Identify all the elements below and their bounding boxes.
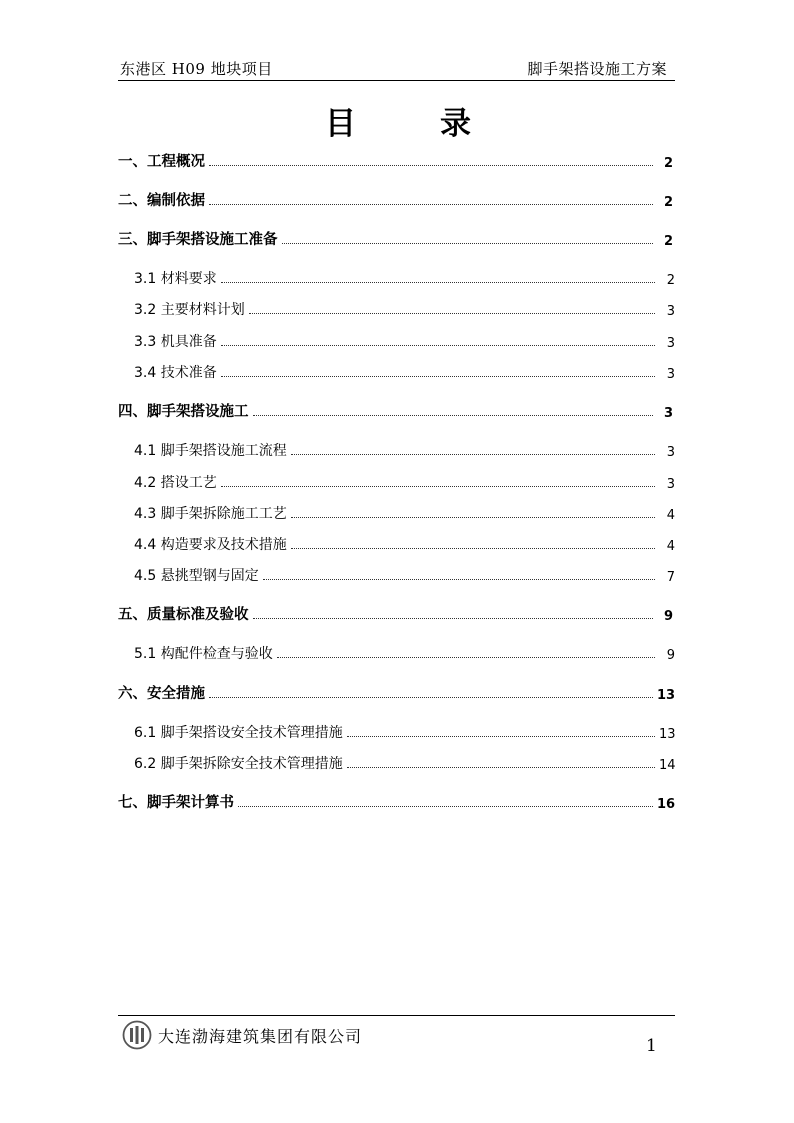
toc-entry-page: 2 — [663, 195, 673, 210]
toc-title-char-1: 目 — [325, 106, 356, 142]
toc-leader-dots — [209, 164, 653, 166]
toc-entry-label: 6.2 脚手架拆除安全技术管理措施 — [134, 756, 343, 772]
toc-leader-dots — [347, 766, 655, 768]
toc-leader-dots — [249, 312, 655, 314]
toc-entry-page: 3 — [663, 406, 673, 421]
page-footer — [118, 1015, 675, 1046]
page-number: 1 — [646, 1036, 657, 1056]
toc-leader-dots — [282, 242, 654, 244]
toc-subentry[interactable] — [134, 360, 675, 382]
toc-entry-label: 4.4 构造要求及技术措施 — [134, 537, 287, 553]
toc-leader-dots — [221, 485, 655, 487]
toc-subentry[interactable] — [134, 297, 675, 319]
toc-entry-label: 3.1 材料要求 — [134, 271, 217, 287]
header-document-name: 脚手架搭设施工方案 — [527, 60, 667, 78]
toc-entry-label: 三、脚手架搭设施工准备 — [118, 232, 278, 248]
toc-entry-page: 4 — [666, 508, 675, 523]
toc-entry-page: 2 — [663, 156, 673, 171]
toc-subentry[interactable] — [134, 501, 675, 523]
toc-leader-dots — [221, 375, 655, 377]
toc-entry-label: 五、质量标准及验收 — [118, 607, 249, 623]
toc-leader-dots — [277, 656, 655, 658]
toc-entry-page: 3 — [666, 477, 675, 492]
toc-leader-dots — [253, 617, 654, 619]
toc-leader-dots — [291, 453, 655, 455]
toc-entry-label: 6.1 脚手架搭设安全技术管理措施 — [134, 725, 343, 741]
toc-leader-dots — [209, 203, 653, 205]
page-header — [118, 56, 675, 81]
toc-entry-label: 4.5 悬挑型钢与固定 — [134, 568, 259, 584]
toc-entry[interactable] — [118, 790, 675, 812]
company-logo-icon — [122, 1020, 152, 1050]
toc-entry-page: 3 — [666, 336, 675, 351]
toc-entry[interactable] — [118, 149, 675, 171]
toc-entry-label: 4.1 脚手架搭设施工流程 — [134, 443, 287, 459]
toc-subentry[interactable] — [134, 751, 675, 773]
toc-entry-page: 16 — [657, 797, 676, 812]
toc-subentry[interactable] — [134, 470, 675, 492]
toc-entry-label: 一、工程概况 — [118, 154, 205, 170]
toc-subentry[interactable] — [134, 720, 675, 742]
toc-leader-dots — [221, 344, 655, 346]
toc-leader-dots — [238, 805, 653, 807]
toc-entry-label: 二、编制依据 — [118, 193, 205, 209]
toc-subentry[interactable] — [134, 266, 675, 288]
toc-leader-dots — [221, 281, 655, 283]
toc-entry[interactable] — [118, 188, 675, 210]
toc-entry[interactable] — [118, 681, 675, 703]
toc-entry[interactable] — [118, 227, 675, 249]
toc-entry-page: 13 — [659, 727, 676, 742]
toc-title-char-2: 录 — [440, 106, 471, 142]
toc-entry-label: 3.4 技术准备 — [134, 365, 217, 381]
toc-leader-dots — [253, 414, 654, 416]
toc-entry-label: 3.2 主要材料计划 — [134, 302, 245, 318]
toc-subentry[interactable] — [134, 438, 675, 460]
toc-entry-label: 七、脚手架计算书 — [118, 795, 234, 811]
toc-entry-page: 3 — [666, 445, 675, 460]
toc-entry-page: 3 — [666, 367, 675, 382]
toc-leader-dots — [347, 735, 655, 737]
toc-entry-page: 2 — [663, 234, 673, 249]
toc-subentry[interactable] — [134, 329, 675, 351]
toc-subentry[interactable] — [134, 532, 675, 554]
toc-leader-dots — [209, 696, 653, 698]
toc-entry-page: 13 — [657, 688, 676, 703]
toc-entry-label: 六、安全措施 — [118, 686, 205, 702]
toc-leader-dots — [291, 547, 655, 549]
header-project-name: 东港区 H09 地块项目 — [120, 60, 273, 78]
toc-entry-label: 3.3 机具准备 — [134, 334, 217, 350]
toc-entry-label: 5.1 构配件检查与验收 — [134, 646, 273, 662]
toc-entry-page: 2 — [666, 273, 675, 288]
toc-subentry[interactable] — [134, 563, 675, 585]
toc-entry-label: 4.2 搭设工艺 — [134, 475, 217, 491]
toc-entry-page: 9 — [666, 648, 675, 663]
toc-entry-page: 3 — [666, 304, 675, 319]
toc-entry[interactable] — [118, 602, 675, 624]
toc-subentry[interactable] — [134, 641, 675, 663]
toc-entry-label: 4.3 脚手架拆除施工工艺 — [134, 506, 287, 522]
toc-entry-page: 9 — [663, 609, 673, 624]
toc-leader-dots — [291, 516, 655, 518]
toc-entry-page: 7 — [666, 570, 675, 585]
company-name: 大连渤海建筑集团有限公司 — [158, 1027, 363, 1046]
toc-entry-page: 14 — [659, 758, 676, 773]
toc-entry-page: 4 — [666, 539, 675, 554]
toc-entry[interactable] — [118, 399, 675, 421]
toc-entry-label: 四、脚手架搭设施工 — [118, 404, 249, 420]
toc-leader-dots — [263, 578, 655, 580]
